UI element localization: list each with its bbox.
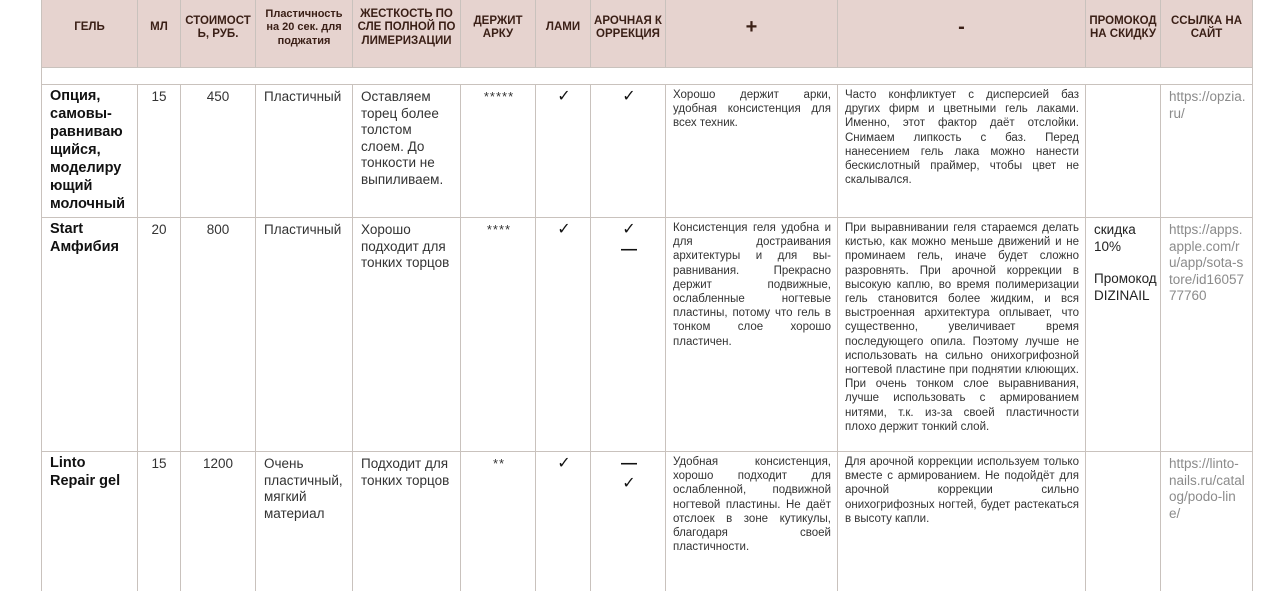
pros: Консистенция геля удобна и для достраивания архитектуры и для вы-равнивания. Прекрасно держит подвижные, ослабленные ногтевые пластины, потому что гель в тонком слое хорошо пластичен. [666, 218, 838, 452]
promo [1086, 452, 1161, 591]
header-minus: - [838, 0, 1086, 68]
gel-comparison-table [41, 0, 1253, 591]
hardness: Хорошо подходит для тонких торцов [353, 218, 461, 452]
lamps-check [536, 85, 591, 218]
correction-marks [591, 218, 666, 452]
header-correction: АРОЧНАЯ КОРРЕКЦИЯ [591, 0, 666, 68]
cost: 800 [181, 218, 256, 452]
dash-icon: — [621, 455, 637, 472]
check-icon: ✓ [557, 221, 571, 238]
cost: 1200 [181, 452, 256, 591]
check-icon: ✓ [557, 455, 571, 472]
volume-ml: 15 [138, 85, 181, 218]
cost: 450 [181, 85, 256, 218]
header-cost: СТОИМОСТЬ, РУБ. [181, 0, 256, 68]
table-row [42, 218, 1253, 452]
dash-icon: — [621, 241, 637, 258]
header-ml: МЛ [138, 0, 181, 68]
arch-rating: ***** [461, 85, 536, 218]
promo-code: Промокод DIZINAIL [1094, 271, 1157, 303]
header-row [42, 0, 1253, 68]
gel-name: Linto Repair gel [42, 452, 138, 591]
check-icon: ✓ [557, 88, 571, 105]
promo [1086, 85, 1161, 218]
header-hardness: ЖЕСТКОСТЬ ПОСЛЕ ПОЛНОЙ ПОЛИМЕРИЗАЦИИ [353, 0, 461, 68]
check-icon: ✓ [622, 88, 636, 105]
site-link[interactable]: https://apps.apple.com/ru/app/sota-store/id1605777760 [1161, 218, 1253, 452]
cons: При выравнивании геля стараемся делать кистью, как можно меньше движений и не проминаем гель, иначе будет сложно разровнять. При арочной коррекции в высокую каплю, во время полимеризации гель становится более жидким, и вся выстроенная архитектура оплывает, что существенно, увеличивает время последующего опила. Поэтому лучше не использовать на сильно онихогрифозной ногтевой пластине при поднятии клюющих. При очень тонком слое выравнивания, лучше использовать с армированием нитями, т.к. из-за своей пластичности плохо держит тонкий слой. [838, 218, 1086, 452]
header-promo: ПРОМОКОД НА СКИДКУ [1086, 0, 1161, 68]
pros: Удобная консистенция, хорошо подходит для ослабленной, подвижной ногтевой пластины. Не даёт отслоек в зоне кутикулы, благодаря своей пластичности. [666, 452, 838, 591]
plasticity: Очень пластичный, мягкий материал [256, 452, 353, 591]
arch-rating: **** [461, 218, 536, 452]
promo [1086, 218, 1161, 452]
hardness: Подходит для тонких торцов [353, 452, 461, 591]
plasticity: Пластичный [256, 85, 353, 218]
header-link: ССЫЛКА НА САЙТ [1161, 0, 1253, 68]
table-row [42, 452, 1253, 591]
lamps-check [536, 452, 591, 591]
gel-name: Start Амфибия [42, 218, 138, 452]
site-link[interactable]: https://opzia.ru/ [1161, 85, 1253, 218]
header-plus: + [666, 0, 838, 68]
cons: Для арочной коррекции используем только вместе с армированием. Не подойдёт для арочной коррекции сильно онихогрифозных ногтей, будет растекаться в высоту капли. [838, 452, 1086, 591]
check-icon: ✓ [622, 475, 636, 492]
plasticity: Пластичный [256, 218, 353, 452]
volume-ml: 15 [138, 452, 181, 591]
header-arch: ДЕРЖИТ АРКУ [461, 0, 536, 68]
hardness: Оставляем торец более толстом слоем. До тонкости не выпиливаем. [353, 85, 461, 218]
correction-marks [591, 85, 666, 218]
table-row [42, 85, 1253, 218]
header-plasticity: Пластичность на 20 сек. для поджатия [256, 0, 353, 68]
header-gel: ГЕЛЬ [42, 0, 138, 68]
cons: Часто конфликтует с дисперсией баз других фирм и цветными гель лаками. Именно, этот фактор даёт отслойки. Снимаем липкость с баз. Перед нанесением гель лака можно нанести бескислотный праймер, чтобы цвет не скалывался. [838, 85, 1086, 218]
volume-ml: 20 [138, 218, 181, 452]
check-icon: ✓ [622, 221, 636, 238]
site-link[interactable]: https://linto-nails.ru/catalog/podo-line/ [1161, 452, 1253, 591]
lamps-check [536, 218, 591, 452]
gel-name: Опция, самовы-равниваю щийся, моделиру ющий молочный [42, 85, 138, 218]
correction-marks [591, 452, 666, 591]
header-lamps: ЛАМИ [536, 0, 591, 68]
pros: Хорошо держит арки, удобная консистенция для всех техник. [666, 85, 838, 218]
arch-rating: ** [461, 452, 536, 591]
promo-discount: скидка 10% [1094, 222, 1136, 254]
